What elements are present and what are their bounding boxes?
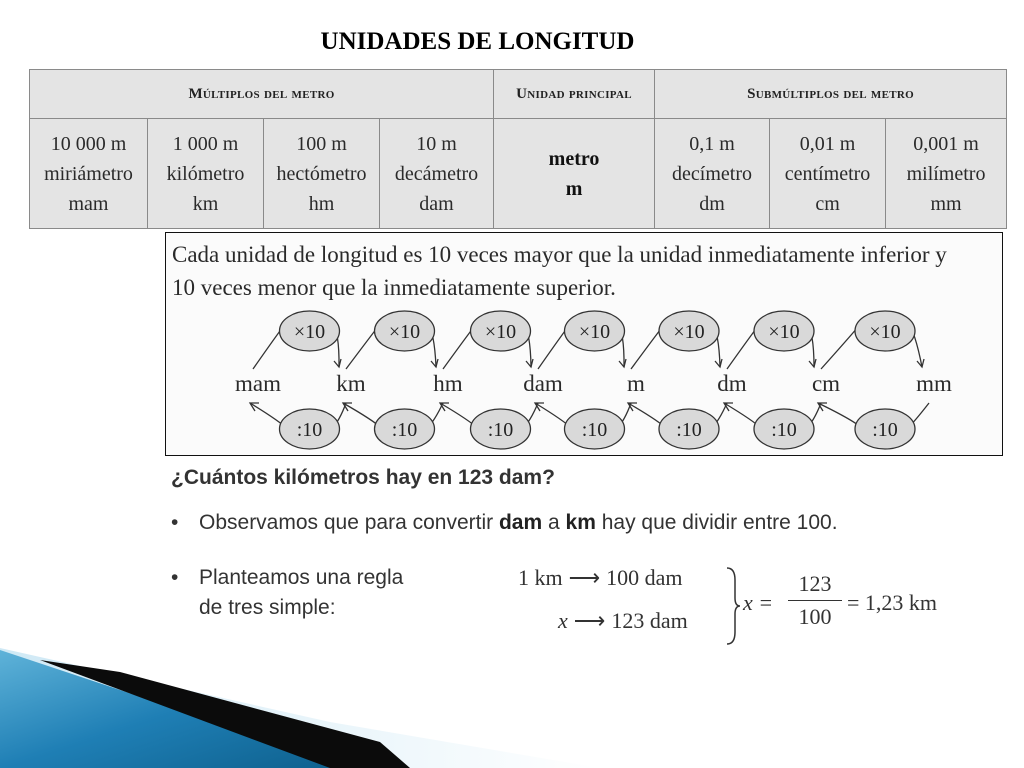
page-title: UNIDADES DE LONGITUD	[320, 28, 635, 55]
unit-cell-m: metro m	[494, 119, 655, 229]
unit-label-dm: dm	[717, 371, 747, 396]
divide-label: :10	[296, 419, 323, 441]
right-arrow-icon: ⟶	[573, 608, 606, 633]
multiply-label: ×10	[768, 321, 800, 343]
unit-label-dam: dam	[523, 371, 563, 396]
multiply-label: ×10	[388, 321, 421, 343]
unit-label-hm: hm	[433, 371, 463, 396]
unit-label-cm: cm	[811, 371, 841, 396]
question-title: ¿Cuántos kilómetros hay en 123 dam?	[171, 466, 555, 489]
divide-label: :10	[581, 419, 608, 441]
divide-label: :10	[391, 419, 418, 441]
divide-label: :10	[487, 419, 514, 441]
divide-label: :10	[771, 419, 797, 441]
header-submultiples: Submúltiplos del metro	[655, 70, 1007, 119]
rule-row-1: 1 km ⟶ 100 dam	[518, 565, 683, 590]
bullet-rule-of-three: • Planteamos una regla de tres simple:	[171, 563, 403, 623]
unit-label-mam: mam	[235, 371, 281, 396]
unit-label-km: km	[336, 371, 366, 396]
header-principal: Unidad principal	[494, 70, 655, 119]
multiply-label: ×10	[869, 321, 901, 343]
rule-row-2: x ⟶ 123 dam	[558, 608, 688, 633]
bullet-dot: •	[171, 566, 179, 589]
unit-cell-mam: 10 000 m miriámetro mam	[30, 119, 148, 229]
bullet-dot: •	[171, 511, 179, 534]
result-value: = 1,23 km	[847, 590, 938, 615]
unit-label-m: m	[627, 371, 645, 396]
multiply-label: ×10	[578, 321, 611, 343]
unit-cell-dam: 10 m decámetro dam	[380, 119, 494, 229]
bullet-observation: • Observamos que para convertir dam a km hay que dividir entre 100.	[171, 508, 838, 538]
right-arrow-icon: ⟶	[568, 565, 601, 590]
unit-cell-cm: 0,01 m centímetro cm	[770, 119, 886, 229]
unit-label-mm: mm	[916, 371, 952, 396]
multiply-label: ×10	[484, 321, 517, 343]
unit-cell-km: 1 000 m kilómetro km	[148, 119, 264, 229]
multiply-label: ×10	[293, 321, 326, 343]
fraction: 123 100	[788, 570, 842, 631]
divide-label: :10	[872, 419, 898, 441]
divide-label: :10	[676, 419, 702, 441]
unit-cell-hm: 100 m hectómetro hm	[264, 119, 380, 229]
multiply-label: ×10	[673, 321, 705, 343]
unit-cell-dm: 0,1 m decímetro dm	[655, 119, 770, 229]
rule-text: Cada unidad de longitud es 10 veces mayor que la unidad inmediatamente inferior y 10 veces menor que la inmediatamente superior.	[172, 242, 947, 300]
unit-cell-mm: 0,001 m milímetro mm	[886, 119, 1007, 229]
x-equals: x =	[743, 590, 774, 615]
header-multiples: Múltiplos del metro	[30, 70, 494, 119]
